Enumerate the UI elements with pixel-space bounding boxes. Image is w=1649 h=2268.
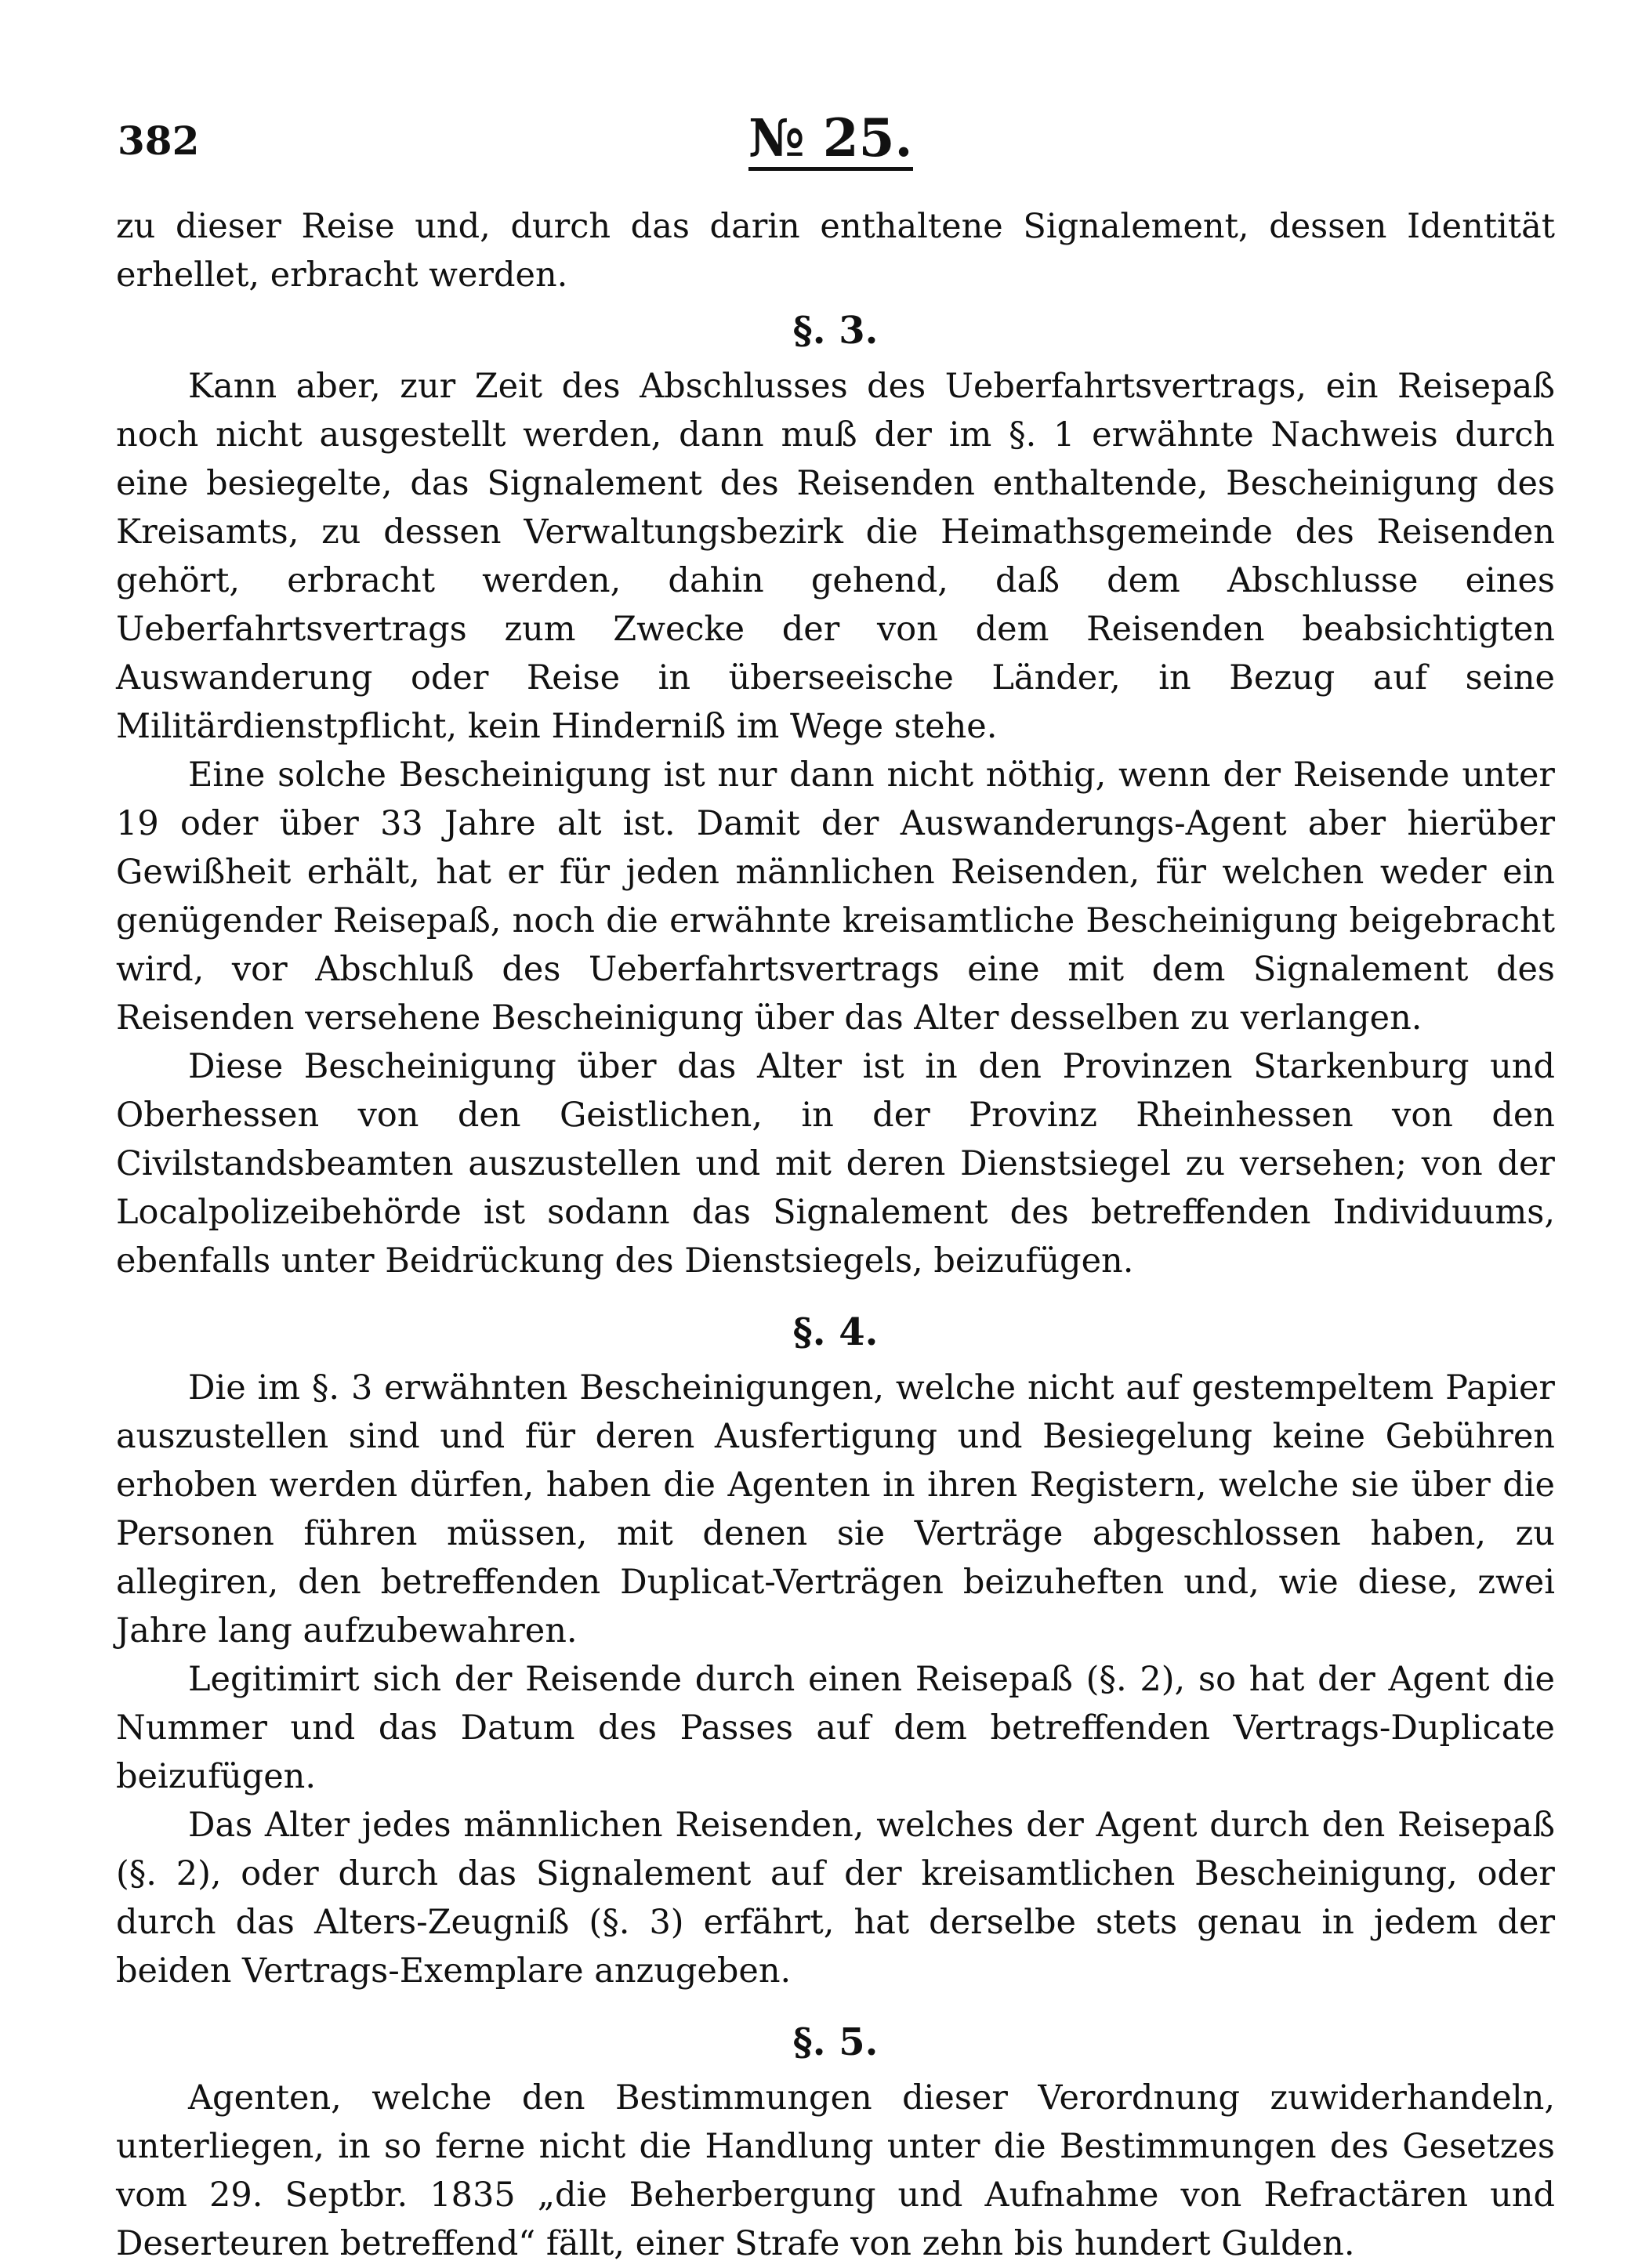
section-3-heading: §. 3. [792, 309, 879, 353]
continuation-paragraph: zu dieser Reise und, durch das darin enthaltene Signalement, dessen Identität erhellet, erbracht werden. [116, 207, 1555, 295]
section-4-paragraph-3: Das Alter jedes männlichen Reisenden, welches der Agent durch den Reisepaß (§. 2), oder durch das Signalement auf der kreisamtlichen Bescheinigung, oder durch das Alters-Zeugniß (§. 3) erfährt, hat derselbe stets genau in jedem der beiden Vertrags-Exemplare anzugeben. [116, 1806, 1555, 1991]
section-3-paragraph-3: Diese Bescheinigung über das Alter ist in den Provinzen Starkenburg und Oberhessen von den Geistlichen, in der Provinz Rheinhessen von den Civilstandsbeamten auszustellen und mit deren Dienstsiegel zu versehen; von der Localpolizeibehörde ist sodann das Signalement des betreffenden Individuums, ebenfalls unter Beidrückung des Dienstsiegels, beizufügen. [116, 1047, 1555, 1281]
section-4-paragraph-2: Legitimirt sich der Reisende durch einen Reisepaß (§. 2), so hat der Agent die Nummer und das Datum des Passes auf dem betreffenden Vertrags-Duplicate beizufügen. [116, 1660, 1555, 1796]
section-5-paragraph-1: Agenten, welche den Bestimmungen dieser Verordnung zuwiderhandeln, unterliegen, in so ferne nicht die Handlung unter die Bestimmungen des Gesetzes vom 29. Septbr. 1835 „die Beherbergung und Aufnahme von Refractären und Deserteuren betreffend“ fällt, einer Strafe von zehn bis hundert Gulden. [116, 2078, 1555, 2263]
section-5-heading: §. 5. [792, 2020, 879, 2064]
page-number: 382 [118, 118, 200, 164]
section-4-paragraph-1: Die im §. 3 erwähnten Bescheinigungen, welche nicht auf gestempeltem Papier auszustellen sind und für deren Ausfertigung und Besiegelung keine Gebühren erhoben werden dürfen, haben die Agenten in ihren Registern, welche sie über die Personen führen müssen, mit denen sie Verträge abgeschlossen haben, zu allegiren, den betreffenden Duplicat-Verträgen beizuheften und, wie diese, zwei Jahre lang aufzubewahren. [116, 1368, 1555, 1650]
section-3-paragraph-1: Kann aber, zur Zeit des Abschlusses des Ueberfahrtsvertrags, ein Reisepaß noch nicht ausgestellt werden, dann muß der im §. 1 erwähnte Nachweis durch eine besiegelte, das Signalement des Reisenden enthaltende, Bescheinigung des Kreisamts, zu dessen Verwaltungsbezirk die Heimathsgemeinde des Reisenden gehört, erbracht werden, dahin gehend, daß dem Abschlusse eines Ueberfahrtsvertrags zum Zwecke der von dem Reisenden beabsichtigten Auswanderung oder Reise in überseeische Länder, in Bezug auf seine Militärdienstpflicht, kein Hinderniß im Wege stehe. [116, 367, 1555, 746]
document-body [116, 202, 1555, 2268]
section-3-paragraph-2: Eine solche Bescheinigung ist nur dann nicht nöthig, wenn der Reisende unter 19 oder über 33 Jahre alt ist. Damit der Auswanderungs-Agent aber hierüber Gewißheit erhält, hat er für jeden männlichen Reisenden, für welchen weder ein genügender Reisepaß, noch die erwähnte kreisamtliche Bescheinigung beigebracht wird, vor Abschluß des Ueberfahrtsvertrags eine mit dem Signalement des Reisenden versehene Bescheinigung über das Alter desselben zu verlangen. [116, 755, 1555, 1038]
section-4-heading: §. 4. [792, 1310, 879, 1354]
issue-number: № 25. [748, 111, 913, 171]
